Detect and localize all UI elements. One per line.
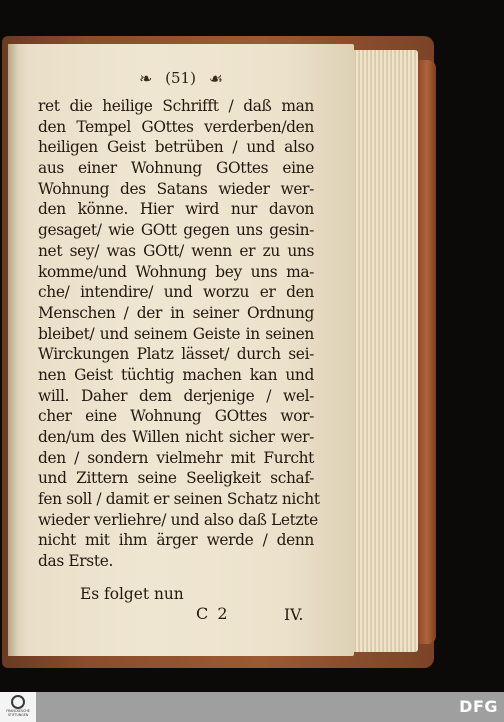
catchword: IV. — [284, 606, 304, 624]
page-header — [8, 68, 354, 88]
text-line: che/ intendire/ und worzu er den — [38, 283, 314, 302]
ornament-right-icon: ☙ — [208, 68, 224, 88]
text-line: heiligen Geist betrüben / und also — [38, 138, 314, 157]
text-line: das Erste. — [38, 552, 113, 571]
page-gutter-shadow — [8, 44, 18, 656]
text-line: und Zittern seine Seeligkeit schaf- — [38, 469, 314, 488]
institution-logo[interactable] — [0, 692, 36, 722]
institution-emblem-icon — [11, 695, 25, 709]
text-line: nicht mit ihm ärger werde / denn — [38, 531, 314, 550]
page-number: (51) — [165, 69, 196, 87]
text-line: den / sondern vielmehr mit Furcht — [38, 448, 314, 467]
text-line: fen soll / damit er seinen Schatz nicht — [38, 490, 320, 509]
dfg-logo[interactable]: DFG — [459, 697, 498, 716]
text-line: den könne. Hier wird nur davon — [38, 200, 314, 219]
signature-mark: C 2 — [196, 604, 230, 623]
text-line: Menschen / der in seiner Ordnung — [38, 303, 314, 322]
text-line: Wohnung des Satans wieder wer- — [38, 179, 314, 198]
page-block-edges — [344, 50, 418, 652]
book-page — [8, 44, 354, 656]
institution-logo-caption: FRANCKESCHE STIFTUNGEN — [6, 709, 30, 717]
text-line: cher eine Wohnung GOttes wor- — [38, 407, 314, 426]
text-line: wieder verliehre/ und also daß Letzte — [38, 510, 318, 529]
body-text — [38, 96, 320, 572]
text-line: den Tempel GOttes verderben/den — [38, 117, 314, 136]
text-line: net sey/ was GOtt/ wenn er zu uns — [38, 241, 314, 260]
text-line: bleibet/ und seinem Geiste in seinen — [38, 324, 314, 343]
text-line: komme/und Wohnung bey uns ma- — [38, 262, 314, 281]
closing-line: Es folget nun — [80, 585, 184, 603]
text-line: den/um des Willen nicht sicher wer- — [38, 428, 314, 446]
text-line: nen Geist tüchtig machen kan und — [38, 365, 314, 384]
text-line: aus einer Wohnung GOttes eine — [38, 159, 314, 178]
text-line: will. Daher dem derjenige / wel- — [38, 386, 314, 405]
viewer-footer — [0, 692, 504, 722]
text-line: Wirckungen Platz lässet/ durch sei- — [38, 345, 314, 364]
text-line: gesaget/ wie GOtt gegen uns gesin- — [38, 221, 314, 240]
book-cover-edge — [418, 60, 436, 644]
ornament-left-icon: ❧ — [138, 68, 153, 88]
text-line: ret die heilige Schrifft / daß man — [38, 97, 314, 115]
